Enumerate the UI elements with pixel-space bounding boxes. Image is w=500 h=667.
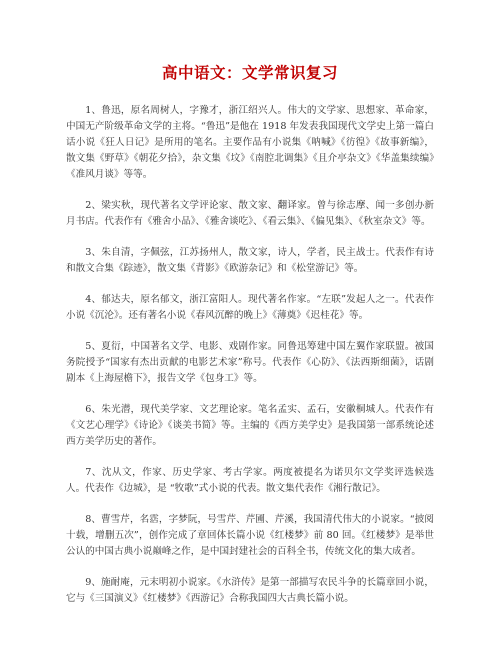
paragraph-cao-xueqin: 8、曹雪芹，名霑，字梦阮，号雪芹、芹圃、芹溪，我国清代伟大的小说家。“披阅十载，增删五次”，创作完成了章回体长篇小说《红楼梦》前 80 回。《红楼梦》是举世公认的中国古典小说巅峰之作，是中国封建社会的百科全书，传统文化的集大成者。 <box>66 514 434 557</box>
page-title: 高中语文：文学常识复习 <box>161 64 338 82</box>
paragraph-shen-congwen: 7、沈从文，作家、历史学家、考古学家。两度被提名为诺贝尔文学奖评选候选人。代表作《边城》，是 “牧歌”式小说的代表。散文集代表作《湘行散记》。 <box>66 467 434 494</box>
paragraph-liang-shiqiu: 2、梁实秋，现代著名文学评论家、散文家、翻译家。曾与徐志摩、闻一多创办新月书店。代表作有《雅舍小品》、《雅舍谈吃》、《看云集》、《偏见集》、《秋室杂文》等。 <box>66 200 434 227</box>
paragraph-yu-dafu: 4、郁达夫，原名郁文，浙江富阳人。现代著名作家。“左联”发起人之一。代表作小说《沉沦》。还有著名小说《春风沉醉的晚上》《薄奠》《迟桂花》等。 <box>66 294 434 321</box>
paragraph-xia-yan: 5、夏衍，中国著名文学、电影、戏剧作家。同鲁迅筹建中国左翼作家联盟。被国务院授予“国家有杰出贡献的电影艺术家”称号。代表作《心防》、《法西斯细菌》，话剧剧本《上海屋檐下》，报告文学《包身工》等。 <box>66 341 434 384</box>
paragraph-zhu-guangqian: 6、朱光潜，现代美学家、文艺理论家。笔名孟实、孟石，安徽桐城人。代表作有《文艺心理学》《诗论》《谈美书简》等。主编的《西方美学史》是我国第一部系统论述西方美学历史的著作。 <box>66 404 434 447</box>
paragraph-shi-naian: 9、施耐庵，元末明初小说家。《水浒传》是第一部描写农民斗争的长篇章回小说，它与《三国演义》《红楼梦》《西游记》合称我国四大古典长篇小说。 <box>66 577 434 604</box>
paragraph-zhu-ziqing: 3、朱自清，字佩弦，江苏扬州人，散文家，诗人，学者，民主战士。代表作有诗和散文合集《踪迹》，散文集《背影》《欧游杂记》和《松堂游记》等。 <box>66 247 434 274</box>
paragraph-lu-xun: 1、鲁迅，原名周树人，字豫才，浙江绍兴人。伟大的文学家、思想家、革命家，中国无产阶级革命文学的主将。“鲁迅”是他在 1918 年发表我国现代文学史上第一篇白话小说《狂人日记》是所用的笔名。主要作品有小说集《呐喊》《彷徨》《故事新编》，散文集《野草》《朝花夕拾》，杂文集《坟》《南腔北调集》《且介亭杂文》《华盖集续编》《准风月谈》等等。 <box>66 105 434 180</box>
